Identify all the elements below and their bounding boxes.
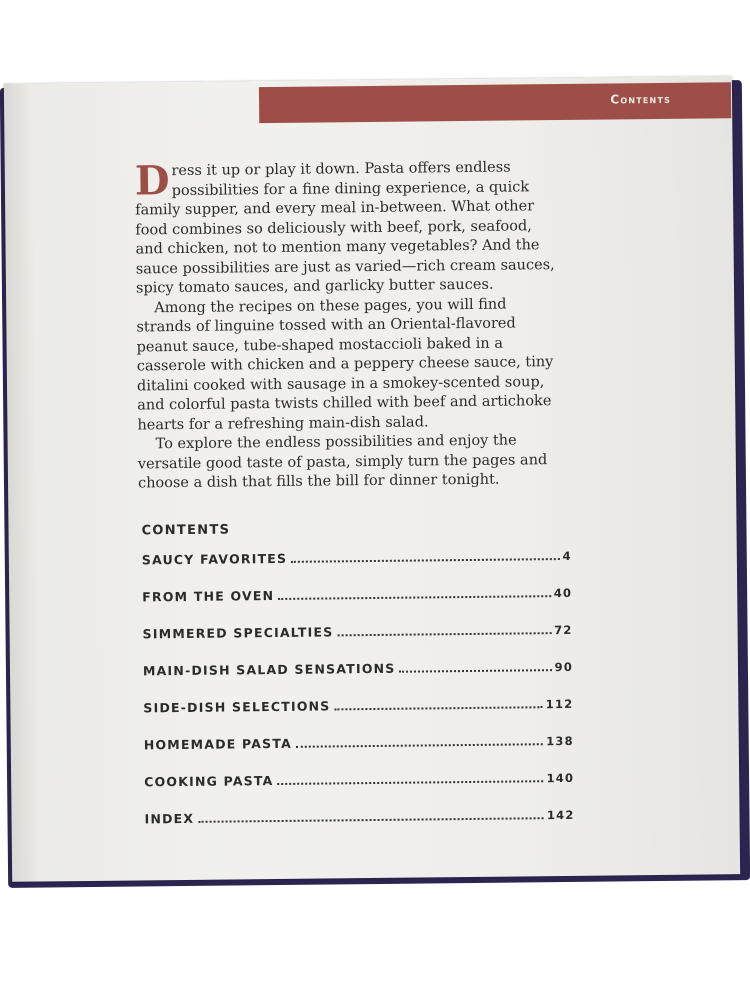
- toc-leader-dots: [296, 742, 543, 748]
- toc-leader-dots: [291, 557, 559, 563]
- toc-entry: [142, 548, 572, 590]
- toc-entry-page: 90: [554, 659, 574, 675]
- toc-entry-title: FROM THE OVEN: [142, 588, 275, 605]
- toc-entry-page: 138: [546, 733, 574, 749]
- toc-entry-title: INDEX: [144, 810, 195, 827]
- toc-leader-dots: [278, 779, 544, 785]
- toc-entry-title: SAUCY FAVORITES: [141, 550, 288, 568]
- toc-entry-page: 140: [546, 770, 575, 786]
- intro-paragraph-2: Among the recipes on these pages, you will find strands of linguine tossed with an Oriental-flavored peanut sauce, tube-shaped mostaccioli baked in a casserole with chicken and a peppery cheese sauce, tiny ditalini cooked with sausage in a smokey-scented soup, and colorful pasta twists chilled with beef and artichoke hearts for a refreshing main-dish salad.: [136, 296, 554, 433]
- intro-paragraph-1: [135, 158, 556, 299]
- book-page: [4, 76, 740, 882]
- toc-entry-page: 112: [545, 696, 574, 712]
- toc-entry: [143, 622, 573, 664]
- drop-cap: D: [134, 157, 170, 205]
- toc-entry-title: SIDE-DISH SELECTIONS: [143, 698, 331, 716]
- toc-entry-title: COOKING PASTA: [144, 773, 274, 790]
- toc-leader-dots: [399, 668, 551, 673]
- toc-entry: [144, 733, 574, 775]
- toc-heading: CONTENTS: [141, 522, 231, 539]
- table-of-contents: [142, 548, 575, 848]
- toc-leader-dots: [198, 816, 544, 823]
- toc-entry-page: 40: [553, 585, 573, 601]
- toc-leader-dots: [278, 594, 551, 600]
- intro-text: [135, 158, 558, 494]
- toc-entry-page: 72: [554, 622, 573, 638]
- toc-leader-dots: [334, 705, 542, 710]
- toc-entry: [143, 696, 573, 738]
- toc-leader-dots: [337, 631, 551, 636]
- toc-entry: [142, 585, 572, 627]
- toc-entry-title: MAIN-DISH SALAD SENSATIONS: [142, 660, 396, 679]
- intro-paragraph-3: To explore the endless possibilities and enjoy the versatile good taste of pasta, simply turn the pages and choose a dish that fills the bill for dinner tonight.: [137, 432, 548, 492]
- intro-paragraph-1-text: ress it up or play it down. Pasta offers endless possibilities for a fine dining experience, a quick family supper, and every meal in-between. What other food combines so deliciously with beef, pork, seafood, and chicken, not to mention many vegetables? And the sauce possibilities are just as varied—rich cream sauces, spicy tomato sauces, and garlicky butter sauces.: [135, 159, 555, 297]
- section-header-label: Contents: [610, 91, 672, 107]
- section-header-bar: [259, 82, 731, 123]
- toc-entry-title: SIMMERED SPECIALTIES: [142, 624, 334, 642]
- toc-entry: [144, 770, 574, 812]
- toc-entry-page: 4: [562, 548, 572, 564]
- toc-entry-title: HOMEMADE PASTA: [143, 735, 293, 753]
- toc-entry: [144, 807, 574, 849]
- toc-entry: [143, 659, 573, 701]
- toc-entry-page: 142: [546, 807, 575, 823]
